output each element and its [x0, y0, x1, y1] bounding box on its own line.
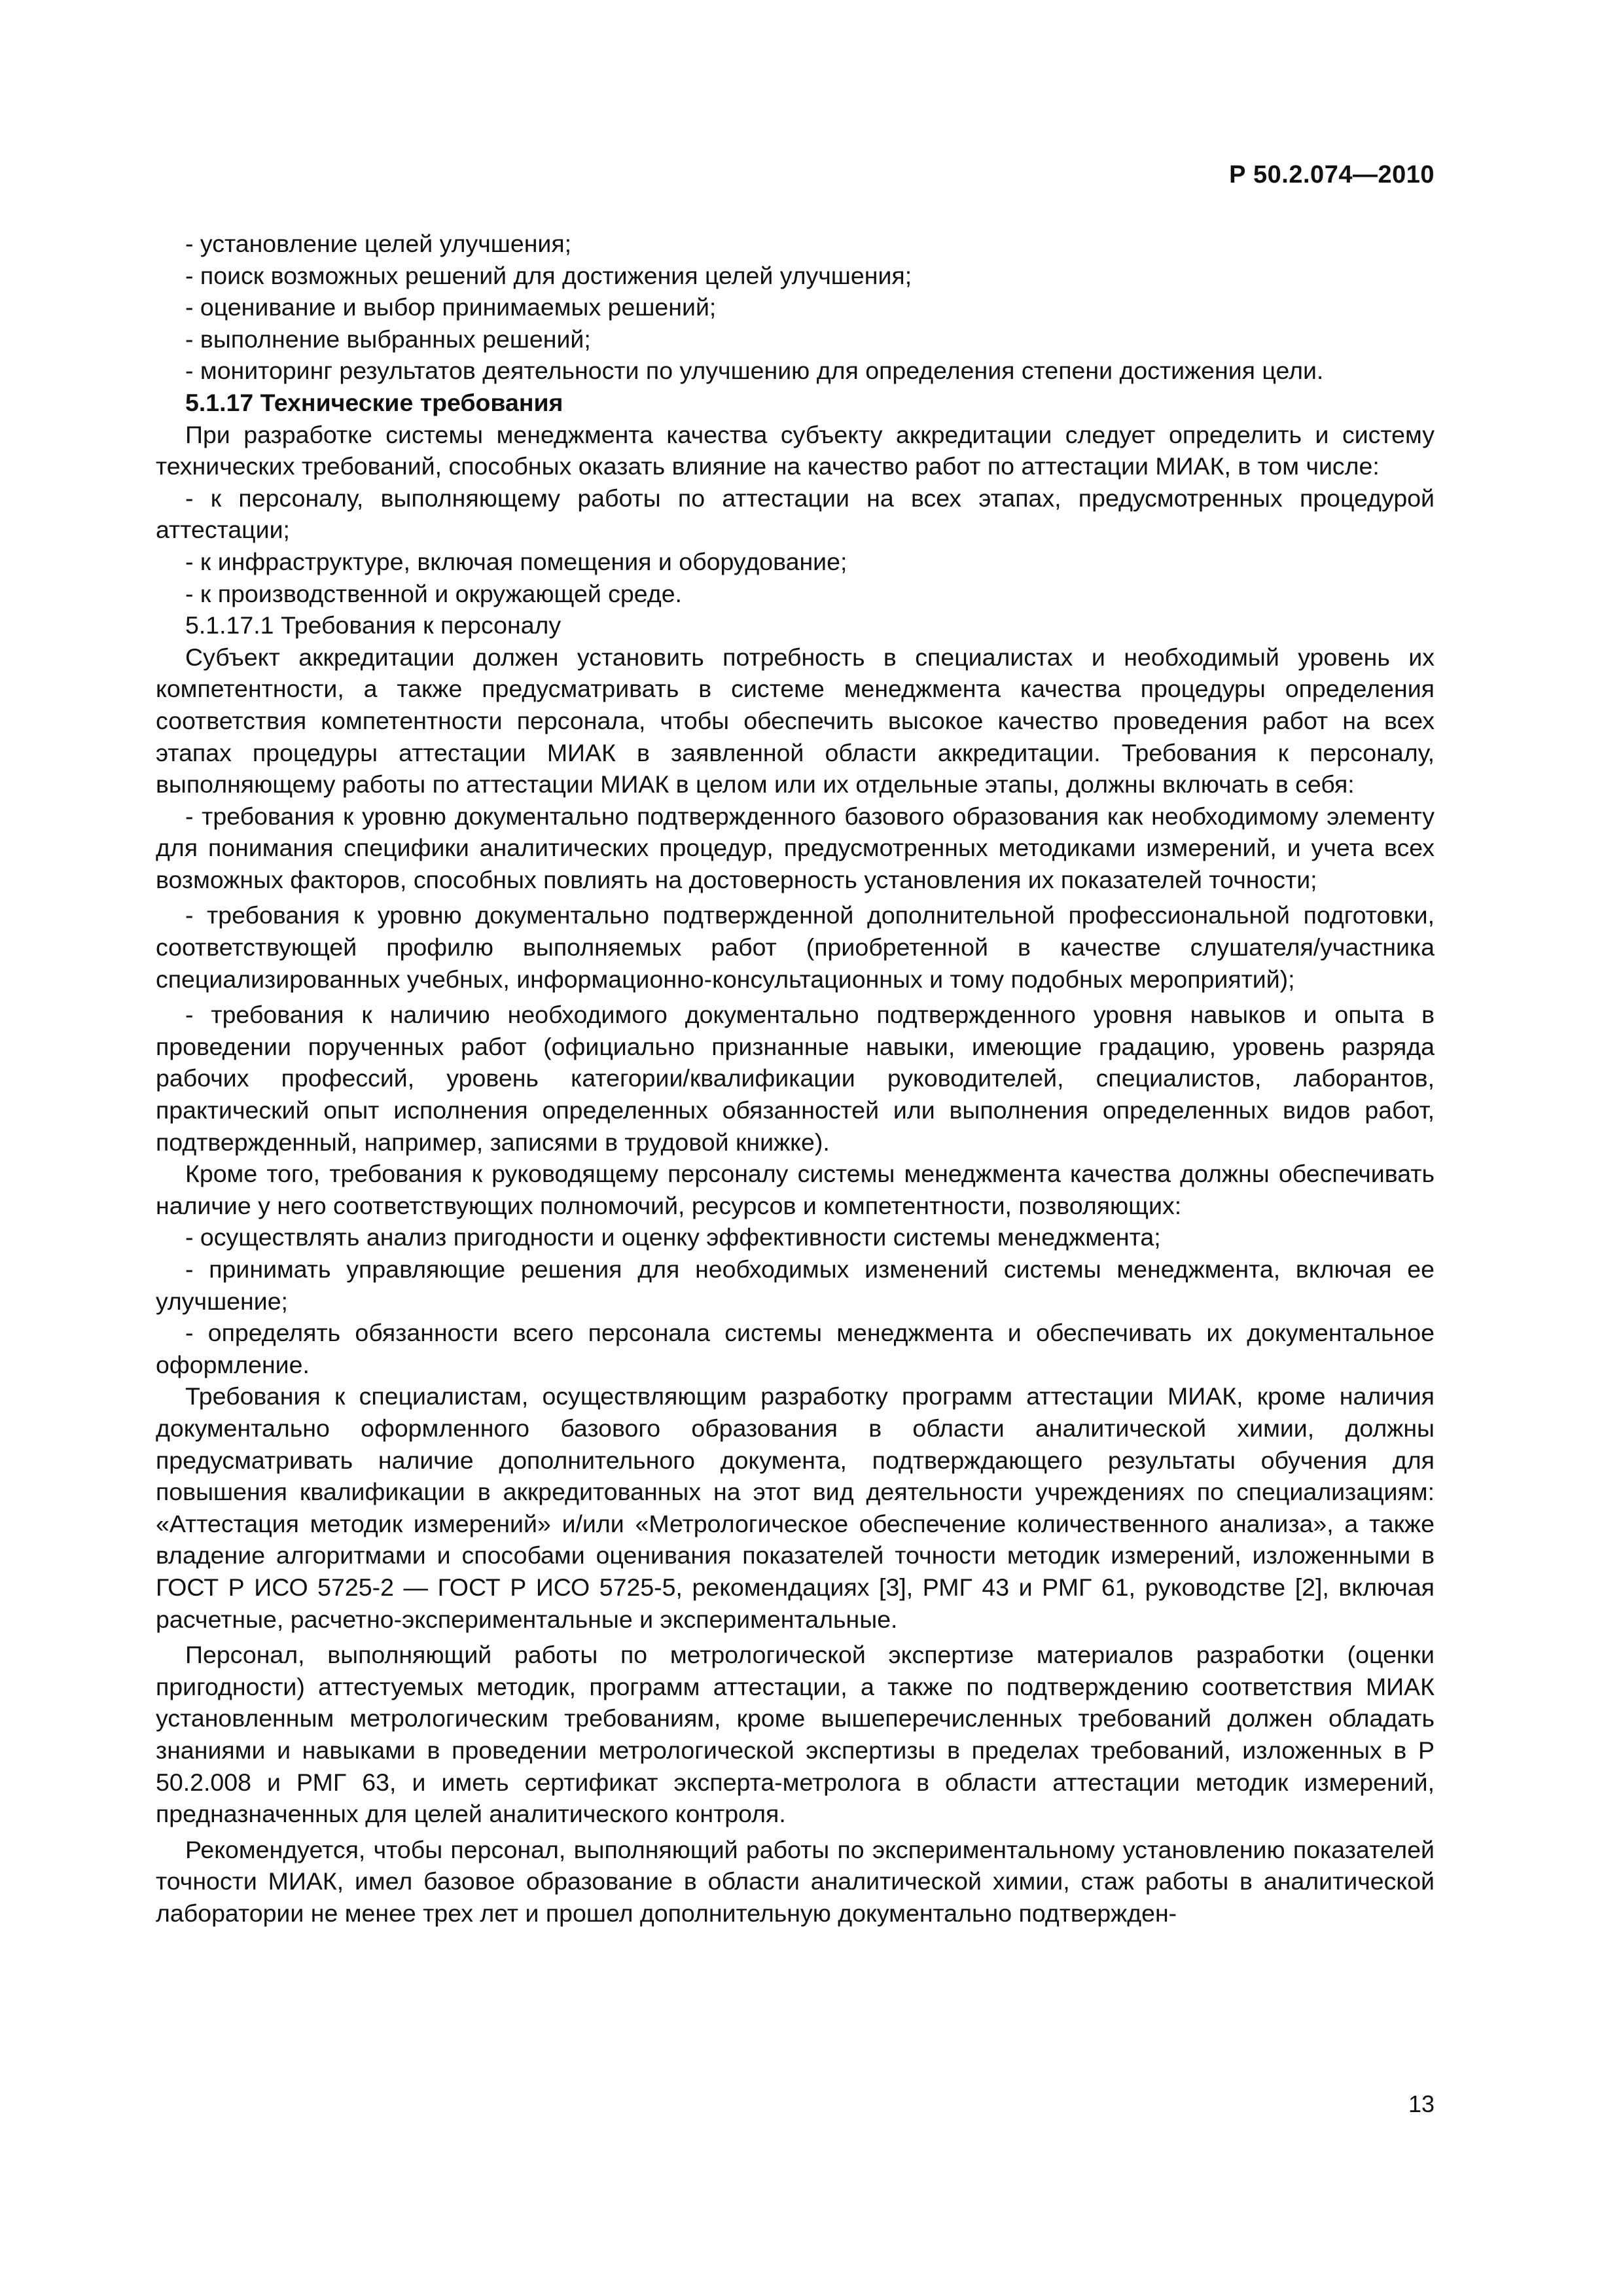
list-item: - установление целей улучшения; [185, 230, 572, 257]
paragraph: Кроме того, требования к руководящему персоналу системы менеджмента качества должны обеспечивать наличие у него соответствующих полномочий, ресурсов и компетентности, позволяющих: [156, 1160, 1435, 1219]
list-item: - осуществлять анализ пригодности и оценку эффективности системы менеджмента; [185, 1223, 1161, 1251]
page-number: 13 [1408, 2090, 1435, 2117]
list-item: - требования к наличию необходимого документально подтвержденного уровня навыков и опыта в проведении порученных работ (официально признанные навыки, имеющие градацию, уровень разряда рабочих профессий, уровень категории/квалификации руководителей, специалистов, лаборантов, практический опыт исполнения определенных обязанностей или выполнения определенных видов работ, подтвержденный, например, записями в трудовой книжке). [156, 1001, 1435, 1156]
list-item: - принимать управляющие решения для необходимых изменений системы менеджмента, включая ее улучшение; [156, 1255, 1435, 1315]
paragraph: Рекомендуется, чтобы персонал, выполняющий работы по экспериментальному установлению показателей точности МИАК, имел базовое образование в области аналитической химии, стаж работы в аналитической лаборатории не менее трех лет и прошел дополнительную документально подтвержден- [156, 1835, 1435, 1927]
list-item: - требования к уровню документально подтвержденного базового образования как необходимому элементу для понимания специфики аналитических процедур, предусмотренных методиками измерений, и учета всех возможных факторов, способных повлиять на достоверность установления их показателей точности; [156, 802, 1435, 893]
list-item: - поиск возможных решений для достижения целей улучшения; [185, 261, 912, 289]
list-item: - к персоналу, выполняющему работы по аттестации на всех этапах, предусмотренных процедурой аттестации; [156, 484, 1435, 544]
list-item: - к производственной и окружающей среде. [185, 579, 682, 607]
document-body [156, 228, 1435, 1929]
list-item: - мониторинг результатов деятельности по улучшению для определения степени достижения цели. [185, 357, 1324, 385]
list-item: - выполнение выбранных решений; [185, 325, 591, 353]
list-item: - оценивание и выбор принимаемых решений; [185, 293, 717, 321]
section-heading: 5.1.17 Технические требования [185, 388, 563, 416]
subsection-heading: 5.1.17.1 Требования к персоналу [185, 611, 562, 639]
paragraph: Требования к специалистам, осуществляющим разработку программ аттестации МИАК, кроме наличия документально оформленного базового образования в области аналитической химии, должны предусматривать наличие дополнительного документа, подтверждающего результаты обучения для повышения квалификации в аккредитованных на этот вид деятельности учреждениях по специализациям: «Аттестация методик измерений» и/или «Метрологическое обеспечение количественного анализа», а также владение алгоритмами и способами оценивания показателей точности методик измерений, изложенными в ГОСТ Р ИСО 5725-2 — ГОСТ Р ИСО 5725-5, рекомендациях [3], РМГ 43 и РМГ 61, руководстве [2], включая расчетные, расчетно-экспериментальные и экспериментальные. [156, 1382, 1435, 1633]
paragraph: Субъект аккредитации должен установить потребность в специалистах и необходимый уровень их компетентности, а также предусматривать в системе менеджмента качества процедуры определения соответствия компетентности персонала, чтобы обеспечить высокое качество проведения работ на всех этапах процедуры аттестации МИАК в заявленной области аккредитации. Требования к персоналу, выполняющему работы по аттестации МИАК в целом или их отдельные этапы, должны включать в себя: [156, 643, 1435, 798]
list-item: - определять обязанности всего персонала системы менеджмента и обеспечивать их документальное оформление. [156, 1319, 1435, 1378]
list-item: - требования к уровню документально подтвержденной дополнительной профессиональной подготовки, соответствующей профилю выполняемых работ (приобретенной в качестве слушателя/участника специализированных учебных, информационно-консультационных и тому подобных мероприятий); [156, 901, 1435, 993]
paragraph: При разработке системы менеджмента качества субъекту аккредитации следует определить и систему технических требований, способных оказать влияние на качество работ по аттестации МИАК, в том числе: [156, 420, 1435, 480]
list-item: - к инфраструктуре, включая помещения и оборудование; [185, 547, 847, 575]
document-code: Р 50.2.074—2010 [1229, 161, 1435, 188]
paragraph: Персонал, выполняющий работы по метрологической экспертизе материалов разработки (оценки пригодности) аттестуемых методик, программ аттестации, а также по подтверждению соответствия МИАК установленным метрологическим требованиям, кроме вышеперечисленных требований должен обладать знаниями и навыками в проведении метрологической экспертизы в пределах требований, изложенных в Р 50.2.008 и РМГ 63, и иметь сертификат эксперта-метролога в области аттестации методик измерений, предназначенных для целей аналитического контроля. [156, 1641, 1435, 1828]
